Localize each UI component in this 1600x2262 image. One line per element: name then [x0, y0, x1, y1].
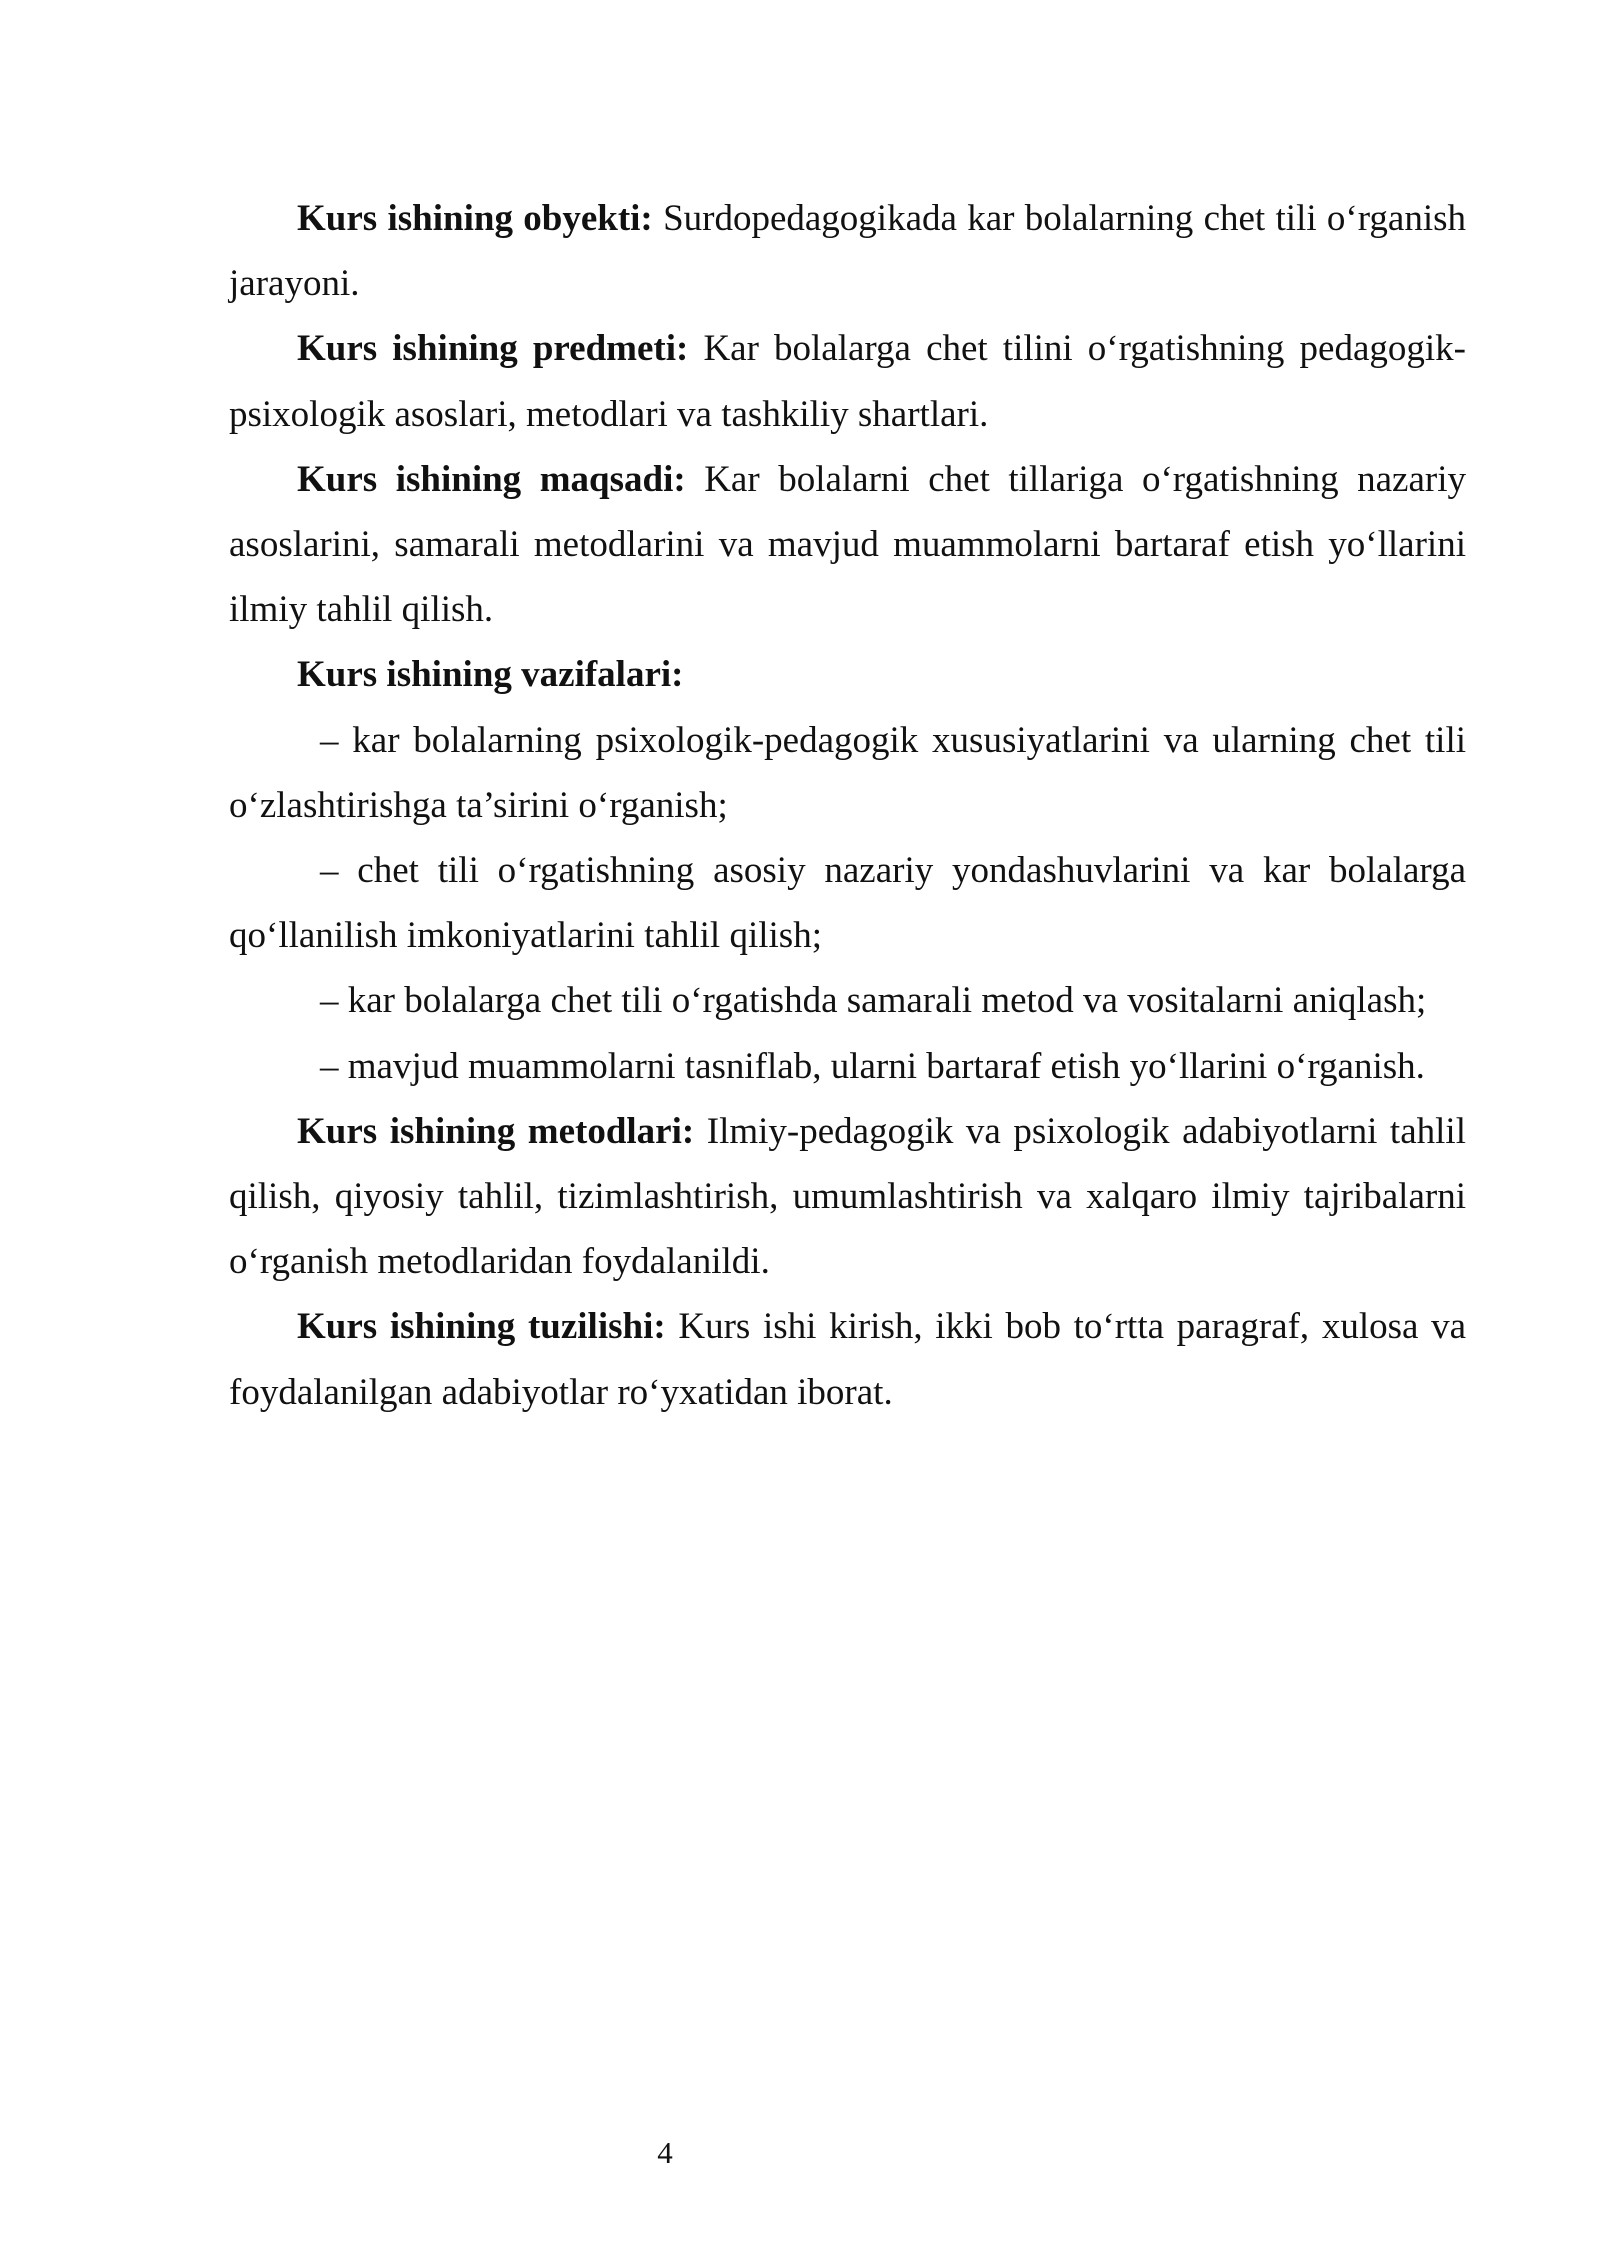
paragraph-methods-heading: Kurs ishining metodlari: — [297, 1110, 695, 1152]
paragraph-tasks-heading: Kurs ishining vazifalari: — [297, 654, 684, 696]
task-item: – kar bolalarga chet tili o‘rgatishda samarali metod va vositalarni aniqlash; — [320, 980, 1427, 1022]
paragraph-object — [229, 186, 1466, 316]
paragraph-subject-text: Kar bolalarga chet tilini o‘rgatishning pedagogik-psixologik asoslari, metodlari va tashkiliy shartlari. — [229, 328, 1466, 435]
paragraph-tasks — [229, 642, 1466, 707]
paragraph-structure-heading: Kurs ishining tuzilishi: — [297, 1306, 666, 1348]
task-item: – kar bolalarning psixologik-pedagogik xususiyatlarini va ularning chet tili o‘zlashtirishga ta’sirini o‘rganish; — [229, 719, 1466, 826]
paragraph-object-text: Surdopedagogikada kar bolalarning chet tili o‘rganish jarayoni. — [229, 198, 1467, 305]
page-number: 4 — [657, 2135, 673, 2170]
paragraph-goal — [229, 447, 1466, 643]
task-item: – mavjud muammolarni tasniflab, ularni bartaraf etish yo‘llarini o‘rganish. — [320, 1045, 1425, 1087]
paragraph-subject — [229, 316, 1466, 446]
paragraph-structure — [229, 1294, 1466, 1424]
document-body — [229, 186, 1466, 1425]
paragraph-methods — [229, 1099, 1466, 1295]
paragraph-object-heading: Kurs ishining obyekti: — [297, 198, 653, 239]
paragraph-goal-heading: Kurs ishining maqsadi: — [297, 458, 686, 500]
paragraph-structure-text: Kurs ishi kirish, ikki bob to‘rtta paragraf, xulosa va foydalanilgan adabiyotlar ro‘yxatidan iborat. — [229, 1306, 1466, 1413]
paragraph-subject-heading: Kurs ishining predmeti: — [297, 328, 689, 370]
paragraph-goal-text: Kar bolalarni chet tillariga o‘rgatishning nazariy asoslarini, samarali metodlarini va mavjud muammolarni bartaraf etish yo‘llarini ilmiy tahlil qilish. — [229, 458, 1466, 631]
paragraph-methods-text: Ilmiy-pedagogik va psixologik adabiyotlarni tahlil qilish, qiyosiy tahlil, tizimlashtirish, umumlashtirish va xalqaro ilmiy tajribalarni o‘rganish metodlaridan foydalanildi. — [229, 1110, 1466, 1283]
task-item: – chet tili o‘rgatishning asosiy nazariy yondashuvlarini va kar bolalarga qo‘llanilish imkoniyatlarini tahlil qilish; — [229, 850, 1466, 957]
